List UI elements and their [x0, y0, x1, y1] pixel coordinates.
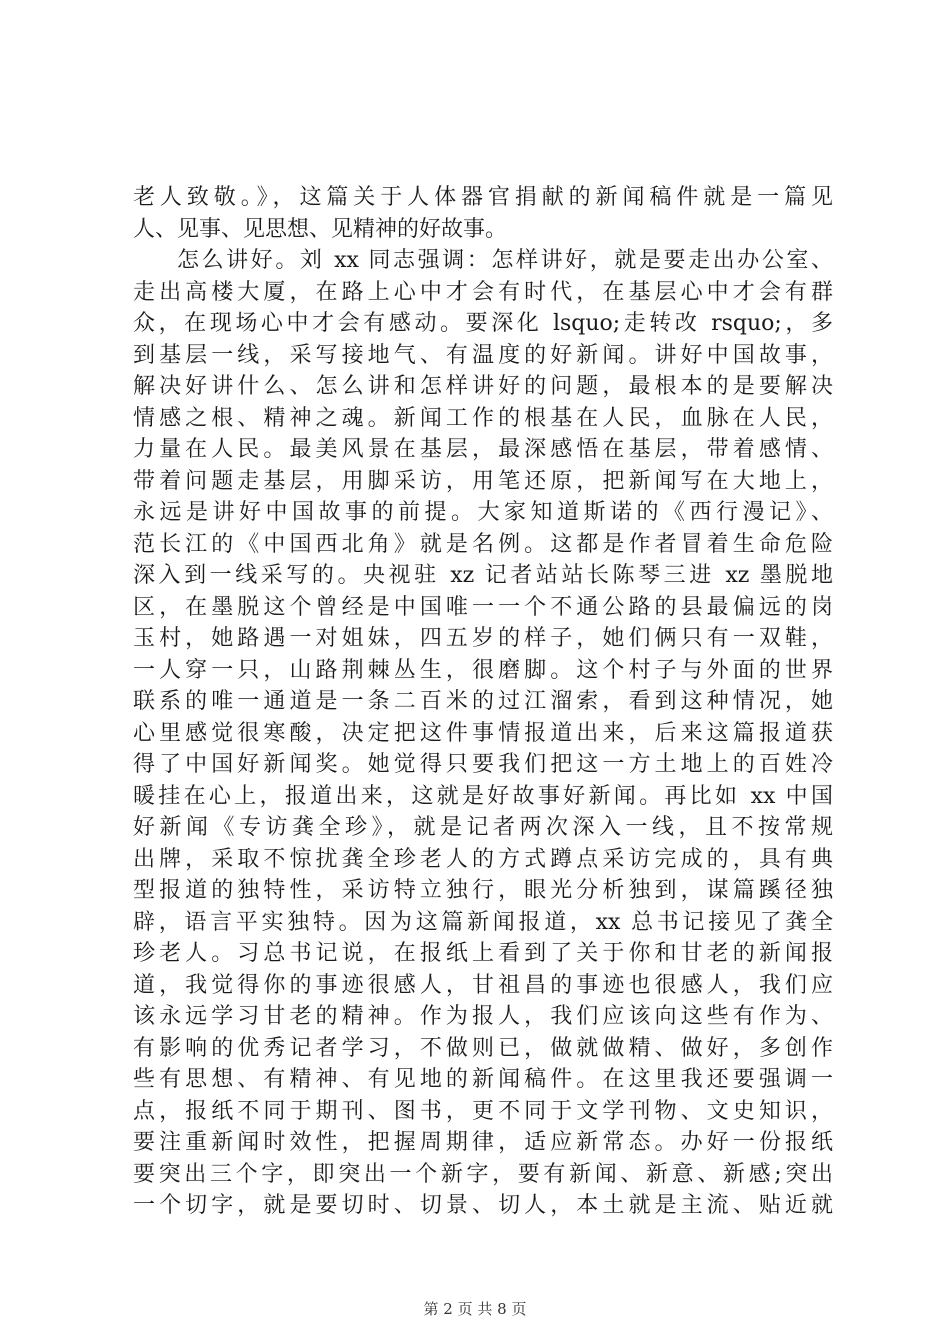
- text-line: 区，在墨脱这个曾经是中国唯一一个不通公路的县最偏远的岗: [133, 594, 833, 620]
- text-line: 永远是讲好中国故事的前提。大家知道斯诺的《西行漫记》、: [133, 500, 833, 525]
- text-line: 老人致敬。》，这篇关于人体器官捐献的新闻稿件就是一篇见: [133, 185, 833, 210]
- text-line: 要突出三个字，即突出一个新字，要有新闻、新意、新感;突出: [133, 1161, 833, 1187]
- text-line: 些有思想、有精神、有见地的新闻稿件。在这里我还要强调一: [133, 1067, 833, 1092]
- text-line: 道，我觉得你的事迹很感人，甘祖昌的事迹也很感人，我们应: [133, 972, 833, 998]
- text-line: 一人穿一只，山路荆棘丛生，很磨脚。这个村子与外面的世界: [133, 657, 833, 683]
- document-body: [133, 182, 833, 1222]
- text-line: 走出高楼大厦，在路上心中才会有时代，在基层心中才会有群: [133, 279, 833, 305]
- text-line: 珍老人。习总书记说，在报纸上看到了关于你和甘老的新闻报: [133, 941, 833, 966]
- text-line: 心里感觉很寒酸，决定把这件事情报道出来，后来这篇报道获: [133, 720, 833, 746]
- text-line: 该永远学习甘老的精神。作为报人，我们应该向这些有作为、: [133, 1004, 833, 1029]
- text-line: 点，报纸不同于期刊、图书，更不同于文学刊物、文史知识，: [133, 1098, 833, 1124]
- text-line: 型报道的独特性，采访特立独行，眼光分析独到，谋篇蹊径独: [133, 878, 833, 903]
- text-line: 深入到一线采写的。央视驻 xz 记者站站长陈琴三进 xz 墨脱地: [133, 563, 833, 588]
- text-line: 带着问题走基层，用脚采访，用笔还原，把新闻写在大地上，: [133, 468, 833, 494]
- text-line: 人、见事、见思想、见精神的好故事。: [133, 216, 508, 242]
- text-line: 联系的唯一通道是一条二百米的过江溜索，看到这种情况，她: [133, 689, 833, 714]
- paragraph: [133, 245, 833, 1222]
- page-footer: 第 2 页 共 8 页: [423, 1300, 527, 1318]
- text-line: 情感之根、精神之魂。新闻工作的根基在人民，血脉在人民，: [133, 405, 833, 431]
- text-line: 力量在人民。最美风景在基层，最深感悟在基层，带着感情、: [133, 437, 833, 462]
- text-line: 得了中国好新闻奖。她觉得只要我们把这一方土地上的百姓冷: [133, 752, 833, 777]
- text-line: 玉村，她路遇一对姐妹，四五岁的样子，她们俩只有一双鞋，: [133, 626, 833, 651]
- text-line: 暖挂在心上，报道出来，这就是好故事好新闻。再比如 xx 中国: [133, 783, 833, 809]
- text-line: 有影响的优秀记者学习，不做则已，做就做精、做好，多创作: [133, 1035, 833, 1061]
- text-line: 要注重新闻时效性，把握周期律，适应新常态。办好一份报纸: [133, 1130, 833, 1155]
- text-line: 解决好讲什么、怎么讲和怎样讲好的问题，最根本的是要解决: [133, 374, 833, 399]
- text-line: 众，在现场心中才会有感动。要深化 lsquo;走转改 rsquo;，多: [133, 311, 833, 336]
- text-line: 出牌，采取不惊扰龚全珍老人的方式蹲点采访完成的，具有典: [133, 846, 833, 872]
- text-line: 范长江的《中国西北角》就是名例。这都是作者冒着生命危险: [133, 531, 833, 557]
- paragraph: [133, 182, 833, 245]
- text-line: 辟，语言平实独特。因为这篇新闻报道，xx 总书记接见了龚全: [133, 909, 833, 935]
- text-line: 一个切字，就是要切时、切景、切人，本土就是主流、贴近就: [133, 1193, 833, 1218]
- text-line: 到基层一线，采写接地气、有温度的好新闻。讲好中国故事，: [133, 342, 833, 368]
- text-line: 好新闻《专访龚全珍》，就是记者两次深入一线，且不按常规: [133, 815, 833, 840]
- text-line: 怎么讲好。刘 xx 同志强调：怎样讲好，就是要走出办公室、: [177, 248, 833, 273]
